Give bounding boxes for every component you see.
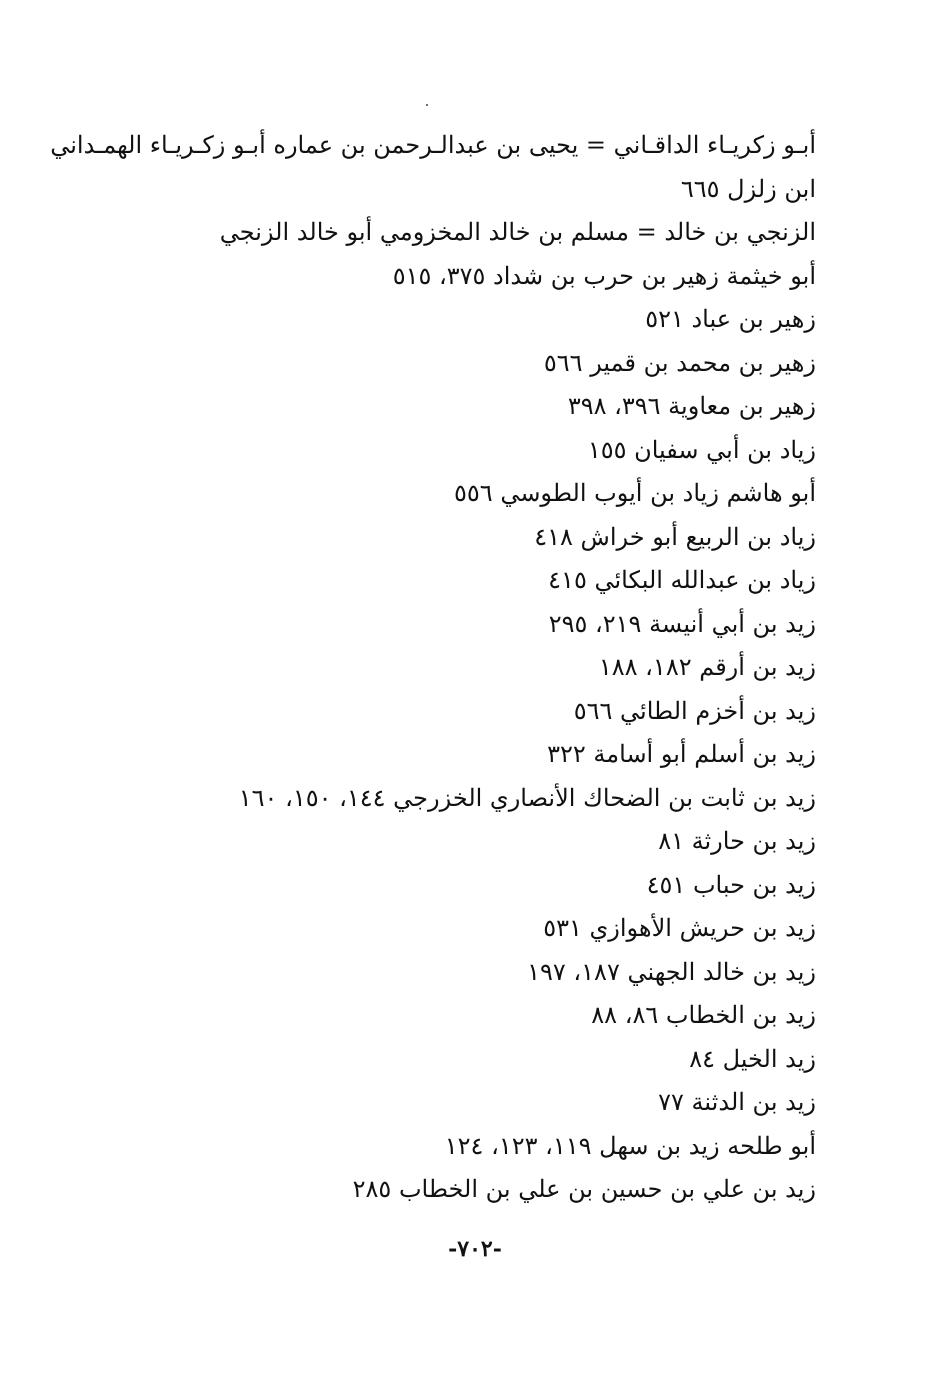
index-entry: زيد بن حريش الأهوازي ٥٣١ bbox=[543, 914, 816, 942]
page-number: -٧٠٢- bbox=[448, 1236, 502, 1262]
index-entry: أبـو زكريـاء الداقـاني = يحيى بن عبدالـرحمن بن عماره أبـو زكـريـاء الهمـداني bbox=[50, 131, 816, 159]
index-entry: زيد بن خالد الجهني ١٨٧، ١٩٧ bbox=[527, 957, 816, 986]
index-entry: أبو هاشم زياد بن أيوب الطوسي ٥٥٦ bbox=[454, 479, 816, 507]
index-entry: زهير بن عباد ٥٢١ bbox=[645, 305, 816, 333]
index-entry: زيد بن الدثنة ٧٧ bbox=[658, 1088, 816, 1116]
index-entry: زيد الخيل ٨٤ bbox=[689, 1044, 816, 1073]
index-entry: زياد بن عبدالله البكائي ٤١٥ bbox=[548, 566, 816, 594]
index-entry: زيد بن أبي أنيسة ٢١٩، ٢٩٥ bbox=[548, 609, 816, 638]
index-entry: زيد بن أرقم ١٨٢، ١٨٨ bbox=[598, 653, 816, 681]
page-mark bbox=[426, 104, 428, 106]
index-entry: أبو خيثمة زهير بن حرب بن شداد ٣٧٥، ٥١٥ bbox=[392, 261, 816, 290]
index-entry: أبو طلحه زيد بن سهل ١١٩، ١٢٣، ١٢٤ bbox=[444, 1131, 816, 1160]
index-entry: زيد بن حباب ٤٥١ bbox=[646, 870, 816, 899]
index-entry: زيد بن حارثة ٨١ bbox=[658, 827, 816, 855]
index-entry: زيد بن أخزم الطائي ٥٦٦ bbox=[573, 696, 816, 725]
index-entry: زيد بن أسلم أبو أسامة ٣٢٢ bbox=[547, 740, 816, 768]
index-entry: زهير بن معاوية ٣٩٦، ٣٩٨ bbox=[567, 392, 816, 420]
index-entry: زهير بن محمد بن قمير ٥٦٦ bbox=[543, 348, 816, 377]
index-entry: زياد بن الربيع أبو خراش ٤١٨ bbox=[534, 522, 816, 551]
index-entry: الزنجي بن خالد = مسلم بن خالد المخزومي أبو خالد الزنجي bbox=[219, 218, 816, 246]
index-entry: ابن زلزل ٦٦٥ bbox=[680, 174, 816, 203]
index-entry: زيد بن الخطاب ٨٦، ٨٨ bbox=[591, 1001, 816, 1029]
index-entry: زياد بن أبي سفيان ١٥٥ bbox=[587, 435, 816, 464]
index-entries bbox=[50, 124, 816, 1212]
index-entry: زيد بن ثابت بن الضحاك الأنصاري الخزرجي ١٤٤، ١٥٠، ١٦٠ bbox=[238, 783, 816, 812]
index-entry: زيد بن علي بن حسين بن علي بن الخطاب ٢٨٥ bbox=[352, 1175, 816, 1203]
